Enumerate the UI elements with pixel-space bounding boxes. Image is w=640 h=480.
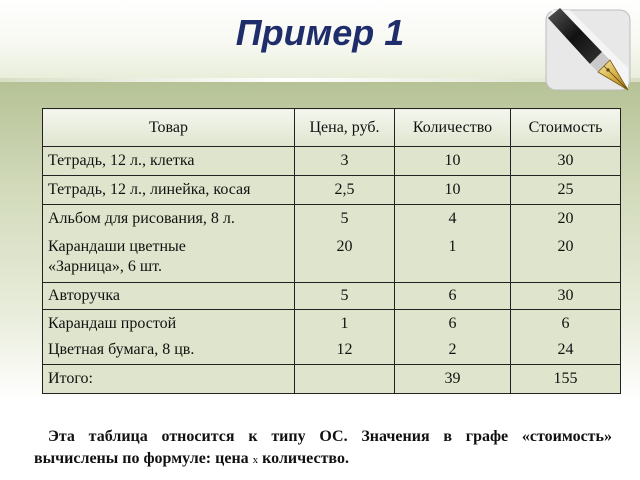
cell-cost: 24 (557, 341, 574, 358)
goods-table (42, 108, 621, 394)
table-row (43, 310, 621, 365)
note-text-before: Эта таблица относится к типу ОС. Значения в графе «стоимость» вычислены по формуле: цена (34, 428, 612, 467)
cell-price: 5 (340, 287, 349, 304)
table-row (43, 205, 621, 283)
cell-item: Авторучка (48, 287, 120, 304)
cell-quantity: 2 (448, 341, 457, 358)
cell-cost: 30 (557, 287, 574, 304)
note-text-after: количество. (258, 450, 349, 467)
cell-quantity: 10 (444, 181, 461, 198)
cell-item: Альбом для рисования, 8 л. (48, 210, 235, 227)
cell-item-line2: «Зарница», 6 шт. (48, 258, 163, 275)
header-price: Цена, руб. (295, 109, 395, 147)
table-row (43, 283, 621, 310)
header-item: Товар (43, 109, 295, 147)
table-row (43, 176, 621, 205)
cell-quantity: 4 (448, 210, 457, 227)
table-header-row (43, 109, 621, 147)
cell-quantity: 6 (448, 287, 457, 304)
cell-price: 1 (340, 315, 349, 332)
total-row (43, 365, 621, 394)
cell-price: 5 (340, 210, 349, 227)
cell-item: Тетрадь, 12 л., клетка (48, 152, 195, 169)
total-cost: 155 (553, 370, 578, 387)
cell-price: 2,5 (334, 181, 355, 198)
cell-quantity: 6 (448, 315, 457, 332)
header-quantity: Количество (395, 109, 511, 147)
cell-cost: 20 (557, 238, 574, 255)
cell-price: 3 (340, 152, 349, 169)
cell-item: Карандаши цветные (48, 238, 186, 255)
total-label: Итого: (48, 370, 93, 387)
cell-item: Карандаш простой (48, 315, 177, 332)
cell-cost: 30 (557, 152, 574, 169)
cell-quantity: 1 (448, 238, 457, 255)
cell-item: Тетрадь, 12 л., линейка, косая (48, 181, 251, 198)
cell-cost: 20 (557, 210, 574, 227)
header-cost: Стоимость (511, 109, 621, 147)
explanation-note (34, 426, 612, 471)
cell-cost: 25 (557, 181, 574, 198)
cell-cost: 6 (561, 315, 570, 332)
cell-item: Цветная бумага, 8 цв. (48, 341, 195, 358)
total-price (300, 365, 389, 369)
cell-quantity: 10 (444, 152, 461, 169)
cell-price: 20 (336, 238, 353, 255)
table-row (43, 147, 621, 176)
times-sign: x (252, 454, 259, 466)
fountain-pen-icon (540, 4, 636, 96)
cell-price: 12 (336, 341, 353, 358)
total-quantity: 39 (444, 370, 461, 387)
slide-title: Пример 1 (235, 12, 405, 53)
